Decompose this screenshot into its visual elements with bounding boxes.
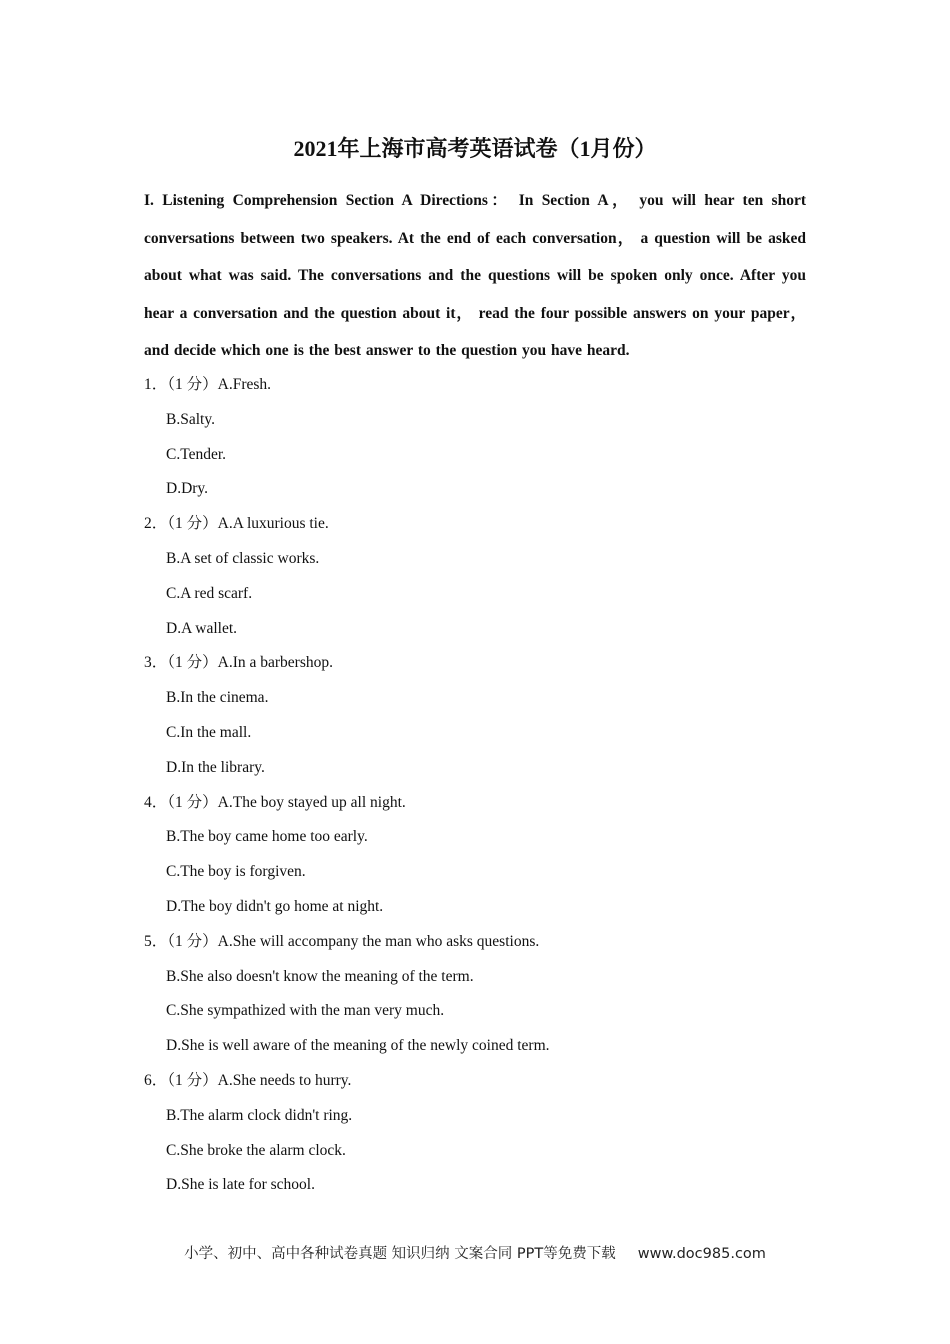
option-text: A.In a barbershop. bbox=[217, 654, 334, 672]
question-list bbox=[144, 368, 806, 1203]
option-text: B.The alarm clock didn't ring. bbox=[166, 1106, 353, 1124]
answer-option bbox=[144, 1099, 806, 1134]
answer-option bbox=[144, 855, 806, 890]
option-text: B.In the cinema. bbox=[166, 689, 269, 707]
answer-option bbox=[144, 403, 806, 438]
option-text: B.She also doesn't know the meaning of the term. bbox=[166, 967, 474, 985]
question-number: 2． bbox=[144, 515, 168, 533]
option-text: D.She is late for school. bbox=[166, 1176, 315, 1194]
question-score: （1 分） bbox=[167, 654, 218, 672]
question-score: （1 分） bbox=[167, 793, 218, 811]
page-footer bbox=[0, 1240, 950, 1268]
question-number: 1． bbox=[144, 376, 168, 393]
answer-option bbox=[144, 438, 806, 473]
option-text: B.The boy came home too early. bbox=[166, 828, 368, 846]
option-text: A.She will accompany the man who asks questions. bbox=[217, 932, 540, 950]
option-text: D.The boy didn't go home at night. bbox=[166, 897, 384, 915]
option-text: D.She is well aware of the meaning of the newly coined term. bbox=[166, 1037, 550, 1055]
answer-option bbox=[144, 751, 806, 786]
option-text: B.Salty. bbox=[166, 410, 215, 428]
option-text: A.A luxurious tie. bbox=[217, 515, 329, 533]
question-stem bbox=[144, 368, 806, 403]
answer-option bbox=[144, 1168, 806, 1203]
option-text: D.Dry. bbox=[166, 480, 209, 498]
option-text: C.In the mall. bbox=[166, 723, 252, 741]
option-text: A.The boy stayed up all night. bbox=[217, 793, 406, 811]
answer-option bbox=[144, 1134, 806, 1169]
question-score: （1 分） bbox=[167, 376, 218, 393]
question-score: （1 分） bbox=[167, 932, 218, 950]
question-number: 6． bbox=[144, 1071, 168, 1089]
option-text: B.A set of classic works. bbox=[166, 549, 320, 567]
answer-option bbox=[144, 472, 806, 507]
footer-text: 小学、初中、高中各种试卷真题 知识归纳 文案合同 PPT等免费下载 bbox=[184, 1246, 616, 1262]
answer-option bbox=[144, 960, 806, 995]
question-stem bbox=[144, 507, 806, 542]
footer-url[interactable]: www.doc985.com bbox=[637, 1246, 766, 1262]
listening-directions: I. Listening Comprehension Section A Directions： In Section A， you will hear ten short conversations between two speakers. At the end of each conversation， a question will be asked about what was said. The conversations and the questions will be spoken only once. After you hear a conversation and the question about it， read the four possible answers on your paper， and decide which one is the best answer to the question you have heard. bbox=[144, 192, 806, 359]
option-text: C.She broke the alarm clock. bbox=[166, 1141, 346, 1159]
question-stem bbox=[144, 925, 806, 960]
answer-option bbox=[144, 890, 806, 925]
option-text: C.She sympathized with the man very much. bbox=[166, 1002, 445, 1020]
answer-option bbox=[144, 612, 806, 647]
question-number: 4． bbox=[144, 793, 168, 811]
question-number: 3． bbox=[144, 654, 168, 672]
answer-option bbox=[144, 542, 806, 577]
question-score: （1 分） bbox=[167, 1071, 218, 1089]
answer-option bbox=[144, 716, 806, 751]
option-text: D.In the library. bbox=[166, 758, 265, 776]
option-text: D.A wallet. bbox=[166, 619, 238, 637]
answer-option bbox=[144, 681, 806, 716]
question-stem bbox=[144, 1064, 806, 1099]
option-text: A.She needs to hurry. bbox=[217, 1071, 352, 1089]
option-text: C.A red scarf. bbox=[166, 584, 253, 602]
question-number: 5． bbox=[144, 932, 168, 950]
question-stem bbox=[144, 786, 806, 821]
option-text: A.Fresh. bbox=[217, 376, 272, 393]
answer-option bbox=[144, 577, 806, 612]
question-stem bbox=[144, 646, 806, 681]
page-title: 2021年上海市高考英语试卷（1月份） bbox=[293, 136, 657, 161]
option-text: C.The boy is forgiven. bbox=[166, 863, 306, 881]
answer-option bbox=[144, 994, 806, 1029]
answer-option bbox=[144, 820, 806, 855]
option-text: C.Tender. bbox=[166, 445, 227, 463]
answer-option bbox=[144, 1029, 806, 1064]
question-score: （1 分） bbox=[167, 515, 218, 533]
